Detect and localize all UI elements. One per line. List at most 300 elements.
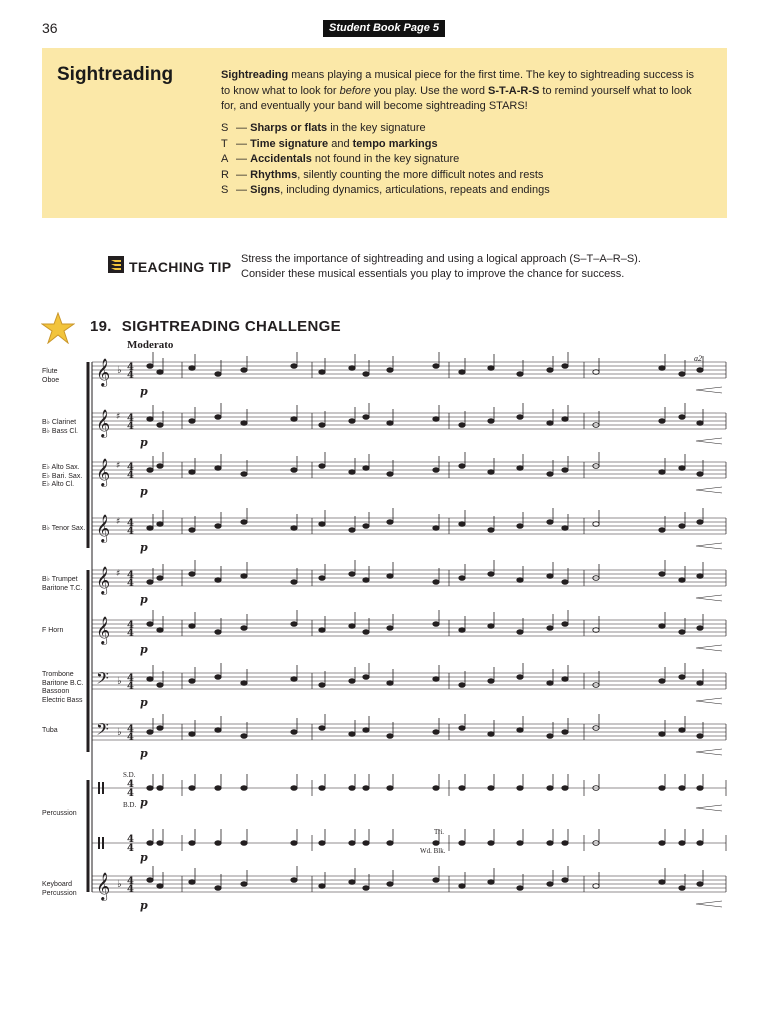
stars-bold: Rhythms (250, 168, 298, 181)
note-head (562, 468, 568, 473)
note-head (291, 580, 297, 585)
stars-dash: — (233, 122, 251, 134)
note-head (562, 677, 568, 682)
note-head (387, 421, 393, 426)
key-signature-sharp: ♯ (116, 569, 121, 579)
note-head (547, 626, 553, 631)
note-head (241, 841, 247, 846)
dynamic-marking: p (140, 643, 148, 656)
note-head (215, 578, 221, 583)
note-head (562, 878, 568, 883)
time-signature-bottom: 4 (127, 370, 134, 381)
note-head (387, 734, 393, 739)
note-head (147, 526, 153, 531)
note-head (189, 786, 195, 791)
time-signature-bottom: 4 (127, 884, 134, 895)
hairpin (696, 387, 722, 393)
dynamic-marking: p (140, 436, 148, 449)
note-head (319, 726, 325, 731)
intro-italic: before (339, 84, 371, 97)
note-head (215, 886, 221, 891)
note-head (157, 786, 163, 791)
time-signature-top: 4 (127, 876, 134, 887)
intro-text-2: you play. Use the word (370, 84, 489, 97)
note-head (319, 786, 325, 791)
percussion-clef-bar (98, 782, 100, 794)
note-head (433, 622, 439, 627)
hairpin (696, 543, 722, 549)
note-head (697, 841, 703, 846)
stars-letter: S (221, 122, 229, 134)
time-signature-top: 4 (127, 570, 134, 581)
time-signature-top: 4 (127, 724, 134, 735)
hairpin (696, 438, 722, 444)
note-head (363, 630, 369, 635)
score-layer (88, 352, 726, 912)
triangle-label: Tri. (434, 828, 445, 836)
note-head (363, 886, 369, 891)
note-head (363, 786, 369, 791)
time-signature-top: 4 (127, 779, 134, 790)
hairpin (696, 805, 722, 811)
note-head (488, 679, 494, 684)
note-head (319, 576, 325, 581)
intro-text-3: to remind yourself what to look for, and eventually your band will become sightreading STARS! (221, 84, 692, 112)
note-head (349, 572, 355, 577)
note-head (679, 466, 685, 471)
time-signature-bottom: 4 (127, 732, 134, 743)
note-head (189, 841, 195, 846)
page-number: 36 (42, 20, 58, 36)
note-head (547, 520, 553, 525)
note-head (189, 732, 195, 737)
note-head (459, 522, 465, 527)
note-head (147, 730, 153, 735)
stars-bold-2: tempo markings (352, 137, 438, 150)
note-head (291, 622, 297, 627)
note-head (319, 628, 325, 633)
note-head (291, 677, 297, 682)
note-head (157, 370, 163, 375)
note-head (319, 370, 325, 375)
note-head (387, 472, 393, 477)
note-head (387, 574, 393, 579)
note-head (562, 622, 568, 627)
note-head (349, 732, 355, 737)
note-head (659, 572, 665, 577)
stars-letter: T (221, 137, 228, 150)
note-head (387, 882, 393, 887)
note-head (319, 683, 325, 688)
note-head (547, 421, 553, 426)
hairpin (696, 487, 722, 493)
time-signature-top: 4 (127, 518, 134, 529)
intro-text-1: means playing a musical piece for the first time. The key to sightreading success is to know what to look for (221, 69, 694, 97)
note-head (241, 786, 247, 791)
time-signature-bottom: 4 (127, 526, 134, 537)
note-head (319, 884, 325, 889)
stars-rest: , including dynamics, articulations, repeats and endings (280, 184, 550, 196)
note-head (433, 526, 439, 531)
stars-bold: Signs (250, 184, 281, 196)
note-head (319, 464, 325, 469)
note-head (697, 368, 703, 373)
note-head (189, 419, 195, 424)
note-head (488, 528, 494, 533)
note-head (157, 522, 163, 527)
note-head (363, 466, 369, 471)
note-head (679, 372, 685, 377)
instrument-label-line: Flute (42, 368, 58, 375)
note-head (517, 675, 523, 680)
note-head (562, 580, 568, 585)
teaching-tip-label: TEACHING TIP (129, 259, 232, 275)
note-head (697, 734, 703, 739)
percussion-clef-bar (98, 837, 100, 849)
note-head (488, 786, 494, 791)
note-head (433, 786, 439, 791)
note-head (659, 366, 665, 371)
note-head (547, 882, 553, 887)
note-head (291, 878, 297, 883)
treble-clef: 𝄞 (96, 458, 111, 486)
note-head (147, 622, 153, 627)
note-head (433, 468, 439, 473)
note-head (459, 370, 465, 375)
note-head (659, 880, 665, 885)
note-head (547, 734, 553, 739)
note-head (679, 415, 685, 420)
key-signature-flat: ♭ (117, 676, 122, 687)
instrument-label-line: E♭ Alto Sax. (42, 464, 80, 471)
note-head (215, 415, 221, 420)
note-head (363, 728, 369, 733)
note-head (697, 574, 703, 579)
hairpin (696, 698, 722, 704)
note-head (363, 841, 369, 846)
note-head (291, 786, 297, 791)
note-head (433, 730, 439, 735)
treble-clef: 𝄞 (96, 358, 111, 386)
note-head (459, 786, 465, 791)
note-head (147, 841, 153, 846)
instrument-label-line: B♭ Tenor Sax. (42, 525, 86, 532)
time-signature-bottom: 4 (127, 628, 134, 639)
tempo-marking: Moderato (127, 339, 174, 351)
note-head (291, 841, 297, 846)
instrument-label-line: Percussion (42, 810, 77, 817)
note-head (349, 841, 355, 846)
note-head (433, 677, 439, 682)
note-head (547, 681, 553, 686)
time-signature-top: 4 (127, 413, 134, 424)
time-signature-bottom: 4 (127, 578, 134, 589)
note-head (319, 423, 325, 428)
note-head (215, 841, 221, 846)
note-head (547, 574, 553, 579)
stars-letter: A (221, 153, 229, 165)
note-head (363, 524, 369, 529)
hairpin (696, 595, 722, 601)
snare-drum-label: S.D. (123, 771, 136, 779)
note-head (659, 679, 665, 684)
note-head (697, 681, 703, 686)
time-signature-top: 4 (127, 620, 134, 631)
note-head (433, 580, 439, 585)
note-head (157, 576, 163, 581)
note-head (659, 841, 665, 846)
stars-bold: Time signature (250, 137, 329, 150)
bass-clef: 𝄢 (96, 719, 109, 743)
stars-dash: — (233, 137, 251, 150)
time-signature-top: 4 (127, 462, 134, 473)
instrument-label-line: E♭ Bari. Sax. (42, 472, 83, 480)
note-head (488, 624, 494, 629)
note-head (593, 522, 599, 527)
note-head (488, 366, 494, 371)
note-head (488, 470, 494, 475)
note-head (433, 841, 439, 846)
note-head (349, 880, 355, 885)
instrument-label-line: Keyboard (42, 881, 72, 888)
a2-marking: a2 (694, 354, 702, 363)
note-head (562, 417, 568, 422)
note-head (459, 423, 465, 428)
note-head (215, 466, 221, 471)
instrument-label-line: Trombone (42, 671, 74, 678)
instrument-label-line: Tuba (42, 727, 58, 734)
stars-bold: Accidentals (250, 153, 312, 165)
instrument-label-line: Oboe (42, 376, 60, 384)
note-head (697, 626, 703, 631)
instrument-label-line: Baritone T.C. (42, 584, 83, 592)
note-head (147, 364, 153, 369)
note-head (679, 524, 685, 529)
note-head (147, 677, 153, 682)
dynamic-marking: p (140, 747, 148, 760)
time-signature-top: 4 (127, 362, 134, 373)
time-signature-top: 4 (127, 673, 134, 684)
note-head (593, 370, 599, 375)
note-head (157, 628, 163, 633)
stars-dash: — (233, 153, 251, 165)
treble-clef: 𝄞 (96, 566, 111, 594)
note-head (349, 470, 355, 475)
key-signature-flat: ♭ (117, 365, 122, 376)
note-head (679, 886, 685, 891)
time-signature-bottom: 4 (127, 470, 134, 481)
note-head (659, 470, 665, 475)
note-head (291, 417, 297, 422)
bass-clef: 𝄢 (96, 668, 109, 692)
note-head (517, 466, 523, 471)
note-head (147, 468, 153, 473)
instrument-label-line: B♭ Bass Cl. (42, 427, 78, 435)
stars-rest: in the key signature (327, 122, 426, 134)
note-head (241, 574, 247, 579)
stars-rest: not found in the key signature (311, 153, 460, 165)
teaching-tip-line-2: Consider these musical essentials you play to improve the chance for success. (241, 268, 625, 280)
note-head (697, 421, 703, 426)
instrument-label-line: Percussion (42, 889, 77, 897)
intro-bold-2: S-T-A-R-S (488, 84, 540, 97)
note-head (189, 366, 195, 371)
treble-clef: 𝄞 (96, 514, 111, 542)
note-head (291, 468, 297, 473)
note-head (363, 415, 369, 420)
note-head (291, 364, 297, 369)
time-signature-bottom: 4 (127, 681, 134, 692)
key-signature-flat: ♭ (117, 879, 122, 890)
note-head (241, 368, 247, 373)
dynamic-marking: p (140, 796, 148, 809)
stars-bold: Sharps or flats (250, 122, 328, 134)
percussion-clef-bar (102, 782, 104, 794)
instrument-label-line: B♭ Clarinet (42, 419, 77, 426)
key-signature-flat: ♭ (117, 727, 122, 738)
note-head (517, 886, 523, 891)
note-head (459, 841, 465, 846)
note-head (387, 520, 393, 525)
stars-rest: , silently counting the more difficult notes and rests (297, 168, 544, 181)
instrument-label-line: F Horn (42, 627, 64, 634)
stars-dash: — (233, 184, 251, 196)
dynamic-marking: p (140, 485, 148, 498)
note-head (547, 841, 553, 846)
note-head (459, 884, 465, 889)
note-head (215, 524, 221, 529)
note-head (659, 528, 665, 533)
note-head (659, 419, 665, 424)
time-signature-bottom: 4 (127, 788, 134, 799)
note-head (241, 681, 247, 686)
note-head (147, 878, 153, 883)
time-signature-bottom: 4 (127, 843, 134, 854)
note-head (157, 726, 163, 731)
note-head (363, 675, 369, 680)
note-head (189, 528, 195, 533)
note-head (562, 730, 568, 735)
note-head (593, 884, 599, 889)
note-head (679, 728, 685, 733)
dynamic-marking: p (140, 541, 148, 554)
key-signature-sharp: ♯ (116, 412, 121, 422)
note-head (679, 630, 685, 635)
note-head (459, 628, 465, 633)
note-head (241, 421, 247, 426)
teaching-tip-line-1: Stress the importance of sightreading and using a logical approach (S–T–A–R–S). (241, 253, 641, 265)
exercise-name: SIGHTREADING CHALLENGE (121, 318, 341, 335)
note-head (679, 675, 685, 680)
note-head (291, 730, 297, 735)
note-head (291, 526, 297, 531)
note-head (349, 679, 355, 684)
treble-clef: 𝄞 (96, 409, 111, 437)
note-head (157, 423, 163, 428)
instrument-label-line: Baritone B.C. (42, 679, 84, 687)
note-head (319, 522, 325, 527)
note-head (189, 624, 195, 629)
note-head (659, 786, 665, 791)
note-head (659, 624, 665, 629)
note-head (562, 364, 568, 369)
note-head (517, 524, 523, 529)
stars-dash: — (233, 168, 251, 181)
note-head (387, 368, 393, 373)
note-head (241, 626, 247, 631)
note-head (593, 628, 599, 633)
dynamic-marking: p (140, 385, 148, 398)
intro-bold-1: Sightreading (221, 69, 289, 81)
note-head (157, 464, 163, 469)
note-head (215, 630, 221, 635)
note-head (349, 786, 355, 791)
stars-mid: and (328, 137, 353, 150)
note-head (189, 880, 195, 885)
note-head (241, 520, 247, 525)
note-head (157, 841, 163, 846)
hairpin (696, 749, 722, 755)
note-head (215, 675, 221, 680)
percussion-clef-bar (102, 837, 104, 849)
note-head (241, 882, 247, 887)
note-head (517, 786, 523, 791)
note-head (241, 472, 247, 477)
note-head (459, 576, 465, 581)
note-head (547, 368, 553, 373)
note-head (562, 526, 568, 531)
note-head (679, 841, 685, 846)
note-head (488, 880, 494, 885)
note-head (562, 841, 568, 846)
note-head (697, 882, 703, 887)
instrument-label-line: Bassoon (42, 688, 70, 695)
note-head (488, 419, 494, 424)
instrument-label-line: B♭ Trumpet (42, 576, 78, 583)
note-head (349, 528, 355, 533)
note-head (189, 679, 195, 684)
note-head (517, 841, 523, 846)
exercise-number: 19. (90, 318, 112, 335)
stars-letter: S (221, 184, 229, 196)
note-head (697, 786, 703, 791)
note-head (387, 681, 393, 686)
note-head (349, 624, 355, 629)
note-head (387, 626, 393, 631)
treble-clef: 𝄞 (96, 616, 111, 644)
note-head (517, 630, 523, 635)
note-head (459, 464, 465, 469)
note-head (517, 578, 523, 583)
note-head (319, 841, 325, 846)
note-head (387, 841, 393, 846)
hairpin (696, 645, 722, 651)
note-head (349, 419, 355, 424)
note-head (147, 786, 153, 791)
note-head (562, 786, 568, 791)
instrument-label-line: Electric Bass (42, 696, 83, 704)
note-head (679, 786, 685, 791)
note-head (459, 726, 465, 731)
note-head (241, 734, 247, 739)
note-head (387, 786, 393, 791)
note-head (697, 472, 703, 477)
note-head (215, 786, 221, 791)
note-head (363, 578, 369, 583)
note-head (488, 841, 494, 846)
note-head (659, 732, 665, 737)
stars-letter: R (221, 168, 229, 181)
